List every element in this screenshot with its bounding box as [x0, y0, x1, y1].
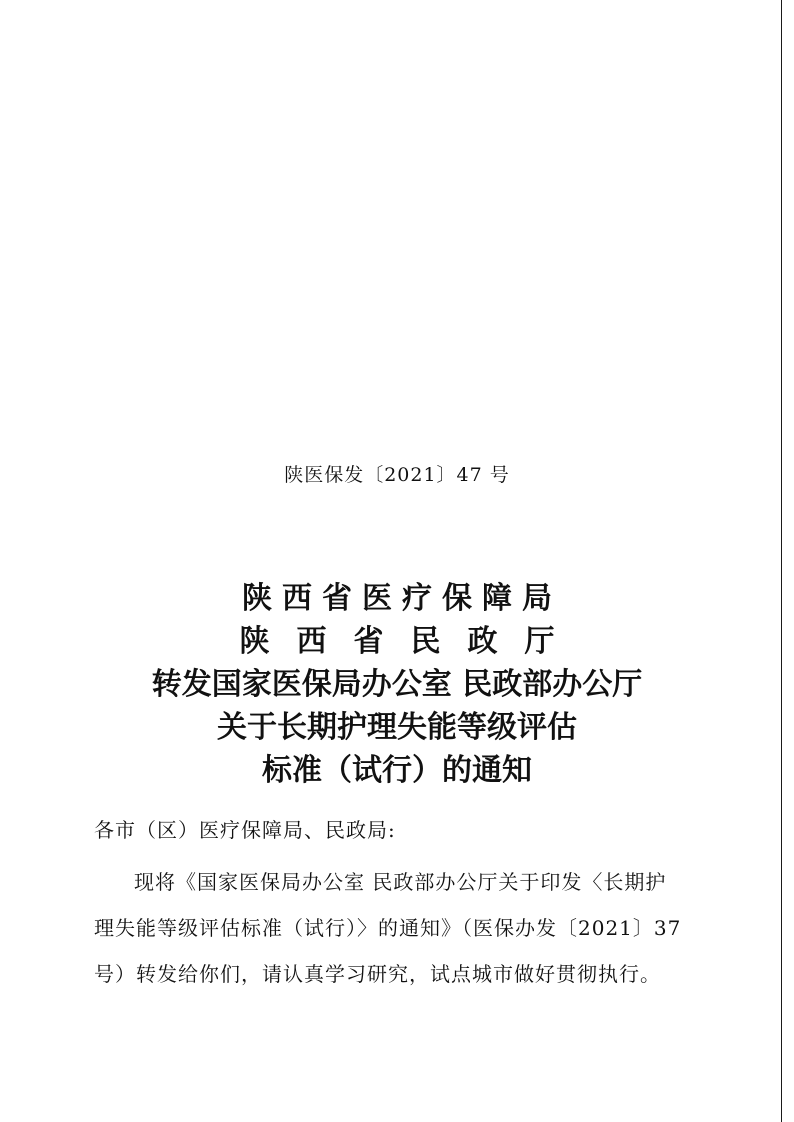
body-line-2: 理失能等级评估标准（试行）〉的通知》（医保办发〔2021〕37: [94, 916, 682, 940]
issuer-line-medical-security-bureau: 陕西省医疗保障局: [242, 581, 562, 616]
body-line-3: 号）转发给你们，请认真学习研究，试点城市做好贯彻执行。: [94, 962, 661, 986]
title-line-3: 转发国家医保局办公室 民政部办公厅: [151, 667, 643, 702]
document-number: 陕医保发〔2021〕47 号: [284, 464, 510, 486]
document-title: [0, 577, 794, 792]
issuer-line-civil-affairs-department: 陕西省民政厅: [239, 624, 582, 659]
salutation: 各市（区）医疗保障局、民政局:: [94, 818, 396, 842]
page-edge-line: [781, 0, 782, 1122]
title-line-5: 标准（试行）的通知: [262, 753, 532, 788]
body-line-1: 现将《国家医保局办公室 民政部办公厅关于印发〈长期护: [134, 870, 667, 894]
title-line-4: 关于长期护理失能等级评估: [217, 710, 577, 745]
